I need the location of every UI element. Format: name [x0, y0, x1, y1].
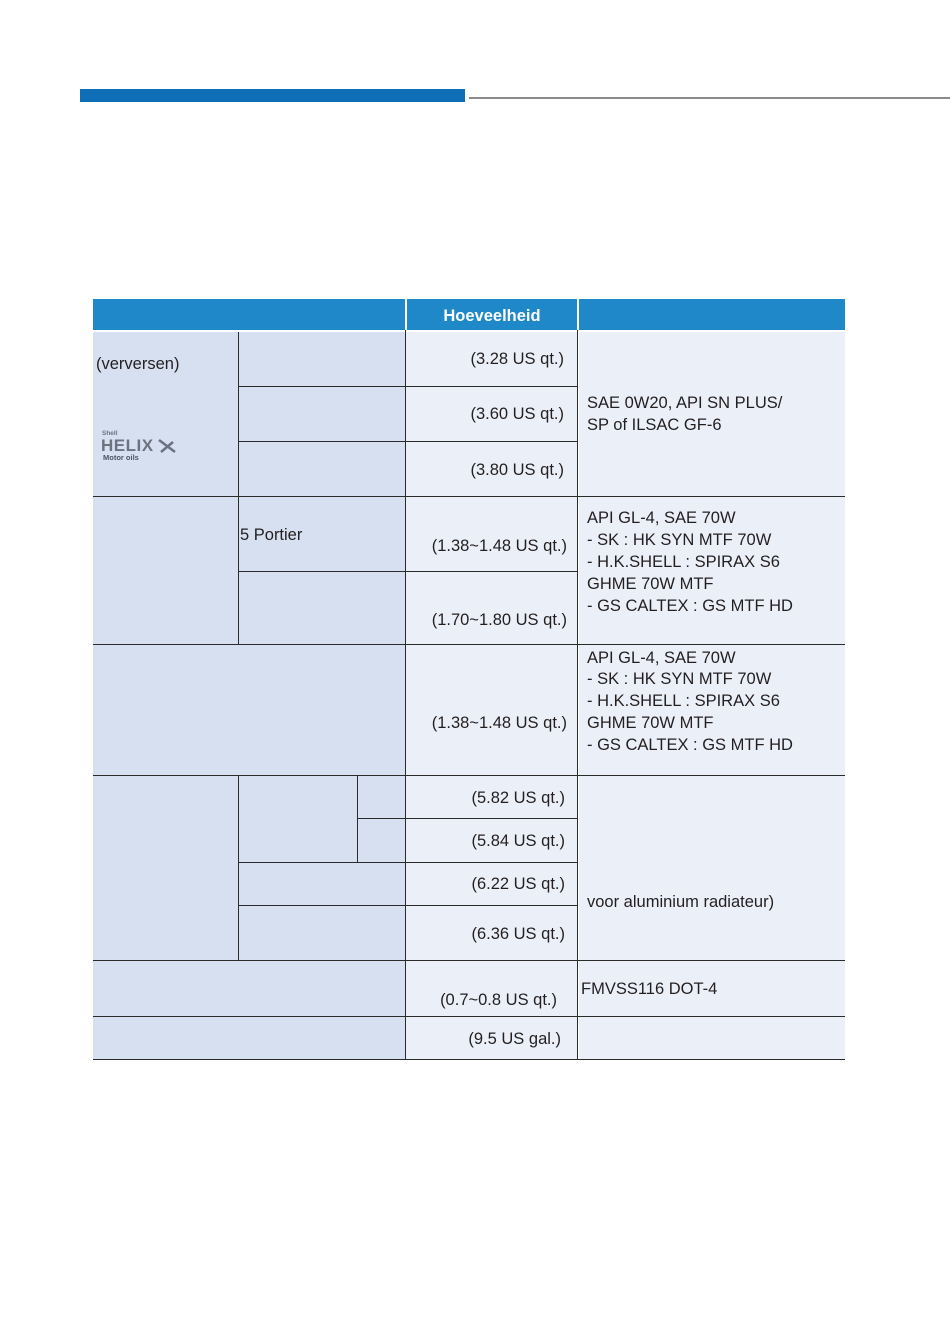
trans-2-spec-line-4: GHME 70W MTF: [587, 714, 714, 732]
top-rule-line: [469, 97, 950, 99]
engine-oil-qty-2: (3.60 US qt.): [470, 405, 564, 423]
manual-trans-label-cell: [93, 497, 238, 644]
fuel-label-cell: [93, 1017, 405, 1059]
trans-2-spec-line-3: - H.K.SHELL : SPIRAX S6: [587, 692, 780, 710]
logo-brand-main: HELIX: [101, 436, 154, 455]
coolant-qty-1: (5.82 US qt.): [471, 789, 565, 807]
top-accent-bar: [80, 89, 465, 102]
sub-divider-coolant-2: [239, 862, 578, 863]
coolant-quantity-cells: [406, 776, 578, 960]
col-divider-spec: [577, 299, 578, 1060]
brake-fluid-label-cell: [93, 961, 405, 1016]
manual-trans-spec-line-2: - SK : HK SYN MTF 70W: [587, 531, 772, 549]
engine-oil-quantity-cells: [406, 332, 578, 496]
manual-trans-spec-line-4: GHME 70W MTF: [587, 575, 714, 593]
engine-oil-qty-1: (3.28 US qt.): [470, 350, 564, 368]
shell-helix-logo: [101, 428, 191, 464]
row-divider-3: [93, 775, 845, 776]
brake-fluid-spec-cell: [579, 961, 845, 1016]
col-divider-sub-2: [238, 776, 239, 960]
trans-2-qty: (1.38~1.48 US qt.): [431, 714, 567, 732]
coolant-sub-cell-b: [358, 776, 405, 862]
engine-oil-label-cell: [93, 332, 238, 496]
coolant-spec: voor aluminium radiateur): [587, 893, 775, 911]
header-divider-2: [577, 299, 579, 330]
fuel-qty: (9.5 US gal.): [468, 1030, 561, 1048]
sub-divider-manual: [239, 571, 578, 572]
manual-trans-qty-2: (1.70~1.80 US qt.): [431, 611, 567, 629]
coolant-qty-2: (5.84 US qt.): [471, 832, 565, 850]
fuel-quantity-cell: [406, 1017, 578, 1059]
manual-trans-spec-cell: [579, 497, 845, 644]
coolant-label-cell: [93, 776, 238, 960]
fluid-capacity-table: [93, 299, 845, 1060]
col-divider-quantity: [405, 299, 406, 1060]
sub-divider-coolant-1: [358, 818, 578, 819]
col-divider-sub-1: [238, 332, 239, 644]
manual-trans-spec-line-5: - GS CALTEX : GS MTF HD: [587, 597, 793, 615]
header-divider-1: [405, 299, 407, 330]
manual-trans-qty-1: (1.38~1.48 US qt.): [431, 537, 567, 555]
header-cell-spec: [579, 299, 845, 330]
col-divider-sub-3: [357, 776, 358, 862]
coolant-sub-cell-c: [239, 863, 405, 960]
coolant-qty-4: (6.36 US qt.): [471, 925, 565, 943]
trans-2-quantity-cell: [406, 645, 578, 775]
sub-divider-coolant-3: [239, 905, 578, 906]
row-divider-5: [93, 1016, 845, 1017]
engine-oil-sub-cells: [239, 332, 405, 496]
trans-2-spec-cell: [579, 645, 845, 775]
engine-oil-spec-line-2: SP of ILSAC GF-6: [587, 416, 722, 434]
logo-brand-small: Shell: [102, 430, 118, 437]
brake-fluid-qty: (0.7~0.8 US qt.): [440, 991, 557, 1009]
manual-trans-spec-line-1: API GL-4, SAE 70W: [587, 509, 736, 527]
trans-2-spec-line-2: - SK : HK SYN MTF 70W: [587, 670, 772, 688]
manual-trans-spec-line-3: - H.K.SHELL : SPIRAX S6: [587, 553, 780, 571]
table-bottom-border: [93, 1059, 845, 1060]
coolant-spec-cell: [579, 776, 845, 960]
header-cell-item: [93, 299, 405, 330]
trans-2-spec-line-5: - GS CALTEX : GS MTF HD: [587, 736, 793, 754]
brake-fluid-quantity-cell: [406, 961, 578, 1016]
row-divider-4: [93, 960, 845, 961]
brake-fluid-spec: FMVSS116 DOT-4: [581, 980, 718, 998]
quantity-header-label: Hoeveelheid: [443, 307, 541, 325]
logo-brand-sub: Motor oils: [103, 453, 139, 462]
sub-divider-engine-2: [239, 441, 578, 442]
coolant-sub-cell-a: [239, 776, 357, 862]
row-divider-2: [93, 644, 845, 645]
coolant-qty-3: (6.22 US qt.): [471, 875, 565, 893]
trans-2-spec-line-1: API GL-4, SAE 70W: [587, 649, 736, 667]
fuel-spec-cell: [579, 1017, 845, 1059]
engine-oil-spec-cell: [579, 332, 845, 496]
header-cell-quantity: [407, 299, 577, 330]
engine-oil-qty-3: (3.80 US qt.): [470, 461, 564, 479]
engine-oil-label: (verversen): [96, 355, 180, 373]
row-divider-1: [93, 496, 845, 497]
engine-oil-spec-line-1: SAE 0W20, API SN PLUS/: [587, 394, 783, 412]
manual-trans-sub-label-1: 5 Portier: [240, 526, 303, 544]
trans-2-label-cell: [93, 645, 405, 775]
sub-divider-engine-1: [239, 386, 578, 387]
